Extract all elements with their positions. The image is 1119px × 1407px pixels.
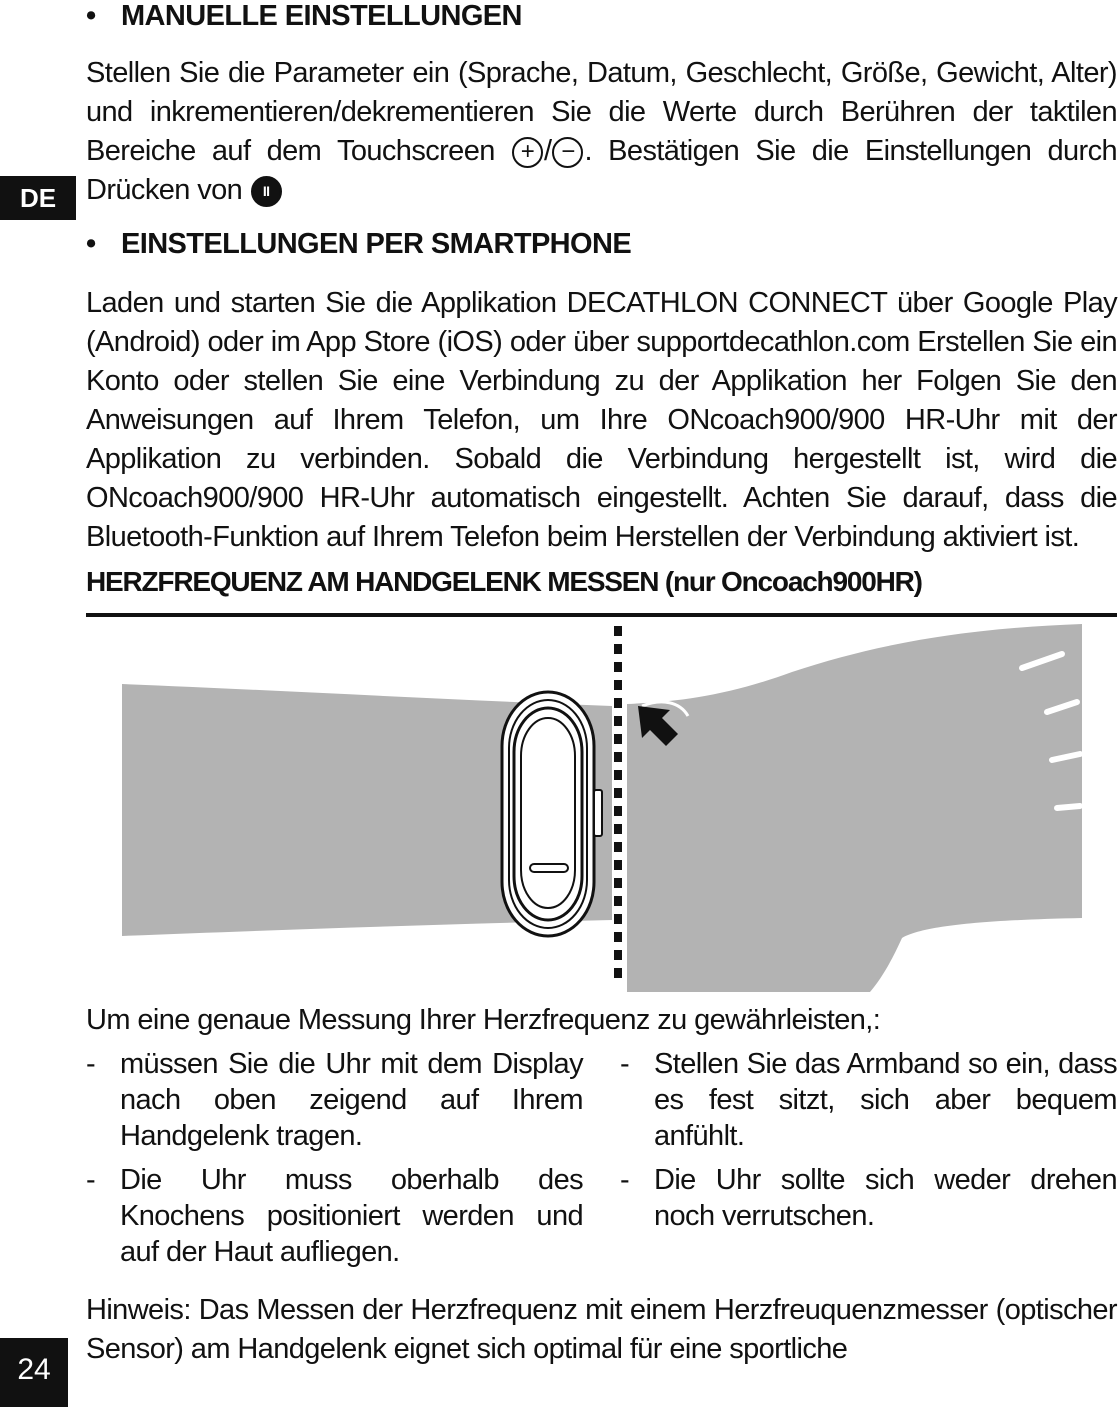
measurement-intro: Um eine genaue Messung Ihrer Herzfrequenz zu gewährleisten,: (86, 1004, 881, 1036)
watch-button (594, 790, 602, 836)
crease-line (1057, 806, 1080, 808)
list-item: - Die Uhr sollte sich weder drehen noch verrutschen. (620, 1162, 1117, 1234)
watch-screen (521, 718, 575, 908)
left-instructions (86, 1046, 583, 1278)
heading-divider (86, 613, 1117, 617)
manual-text-part1: Stellen Sie die Parameter ein (Sprache, Datum, Geschlecht, Größe, Gewicht, Alter) und inkrementieren/dekrementieren Sie die Werte durch Berühren der taktilen Bereiche auf dem Touchscreen (86, 57, 1117, 167)
smartphone-settings-title: EINSTELLUNGEN PER SMARTPHONE (121, 228, 632, 260)
list-item: - Stellen Sie das Armband so ein, dass es fest sitzt, sich aber bequem anfühlt. (620, 1046, 1117, 1154)
smartphone-settings-heading (86, 228, 631, 261)
language-tab: DE (0, 176, 76, 220)
page-number: 24 (0, 1338, 68, 1407)
manual-settings-text (86, 54, 1117, 210)
manual-settings-title: MANUELLE EINSTELLUNGEN (121, 0, 522, 32)
wrist-watch-illustration (122, 620, 1117, 992)
plus-icon: + (512, 137, 543, 168)
bullet-icon: • (86, 0, 96, 32)
hand-shape (627, 624, 1082, 992)
heart-rate-heading: HERZFREQUENZ AM HANDGELENK MESSEN (nur Oncoach900HR) (86, 566, 922, 597)
bullet-icon: • (86, 228, 96, 260)
pause-confirm-icon: II (251, 176, 282, 207)
list-item: - Die Uhr muss oberhalb des Knochens positioniert werden und auf der Haut aufliegen. (86, 1162, 583, 1270)
manual-settings-heading (86, 0, 522, 33)
manual-text-part2: . Bestätigen Sie die Einstellungen durch Drücken von (86, 135, 1117, 206)
right-instructions (620, 1046, 1117, 1242)
slash-separator: / (544, 135, 552, 167)
hint-note: Hinweis: Das Messen der Herzfrequenz mit einem Herzfreuquenzmesser (optischer Sensor) am Handgelenk eignet sich optimal für eine sportliche (86, 1294, 1117, 1365)
watch-touch-line (530, 864, 568, 872)
list-item: - müssen Sie die Uhr mit dem Display nach oben zeigend auf Ihrem Handgelenk tragen. (86, 1046, 583, 1154)
smartphone-settings-text: Laden und starten Sie die Applikation DECATHLON CONNECT über Google Play (Android) oder im App Store (iOS) oder über supportdecathlon.com Erstellen Sie ein Konto oder stellen Sie eine Verbindung zu der Applikation her Folgen Sie den Anweisungen auf Ihrem Telefon, um Ihre ONcoach900/900 HR-Uhr mit der Applikation zu verbinden. Sobald die Verbindung hergestellt ist, wird die ONcoach900/900 HR-Uhr automatisch eingestellt. Achten Sie darauf, dass die Bluetooth-Funktion auf Ihrem Telefon beim Herstellen der Verbindung aktiviert ist. (86, 287, 1117, 553)
minus-icon: − (552, 137, 583, 168)
